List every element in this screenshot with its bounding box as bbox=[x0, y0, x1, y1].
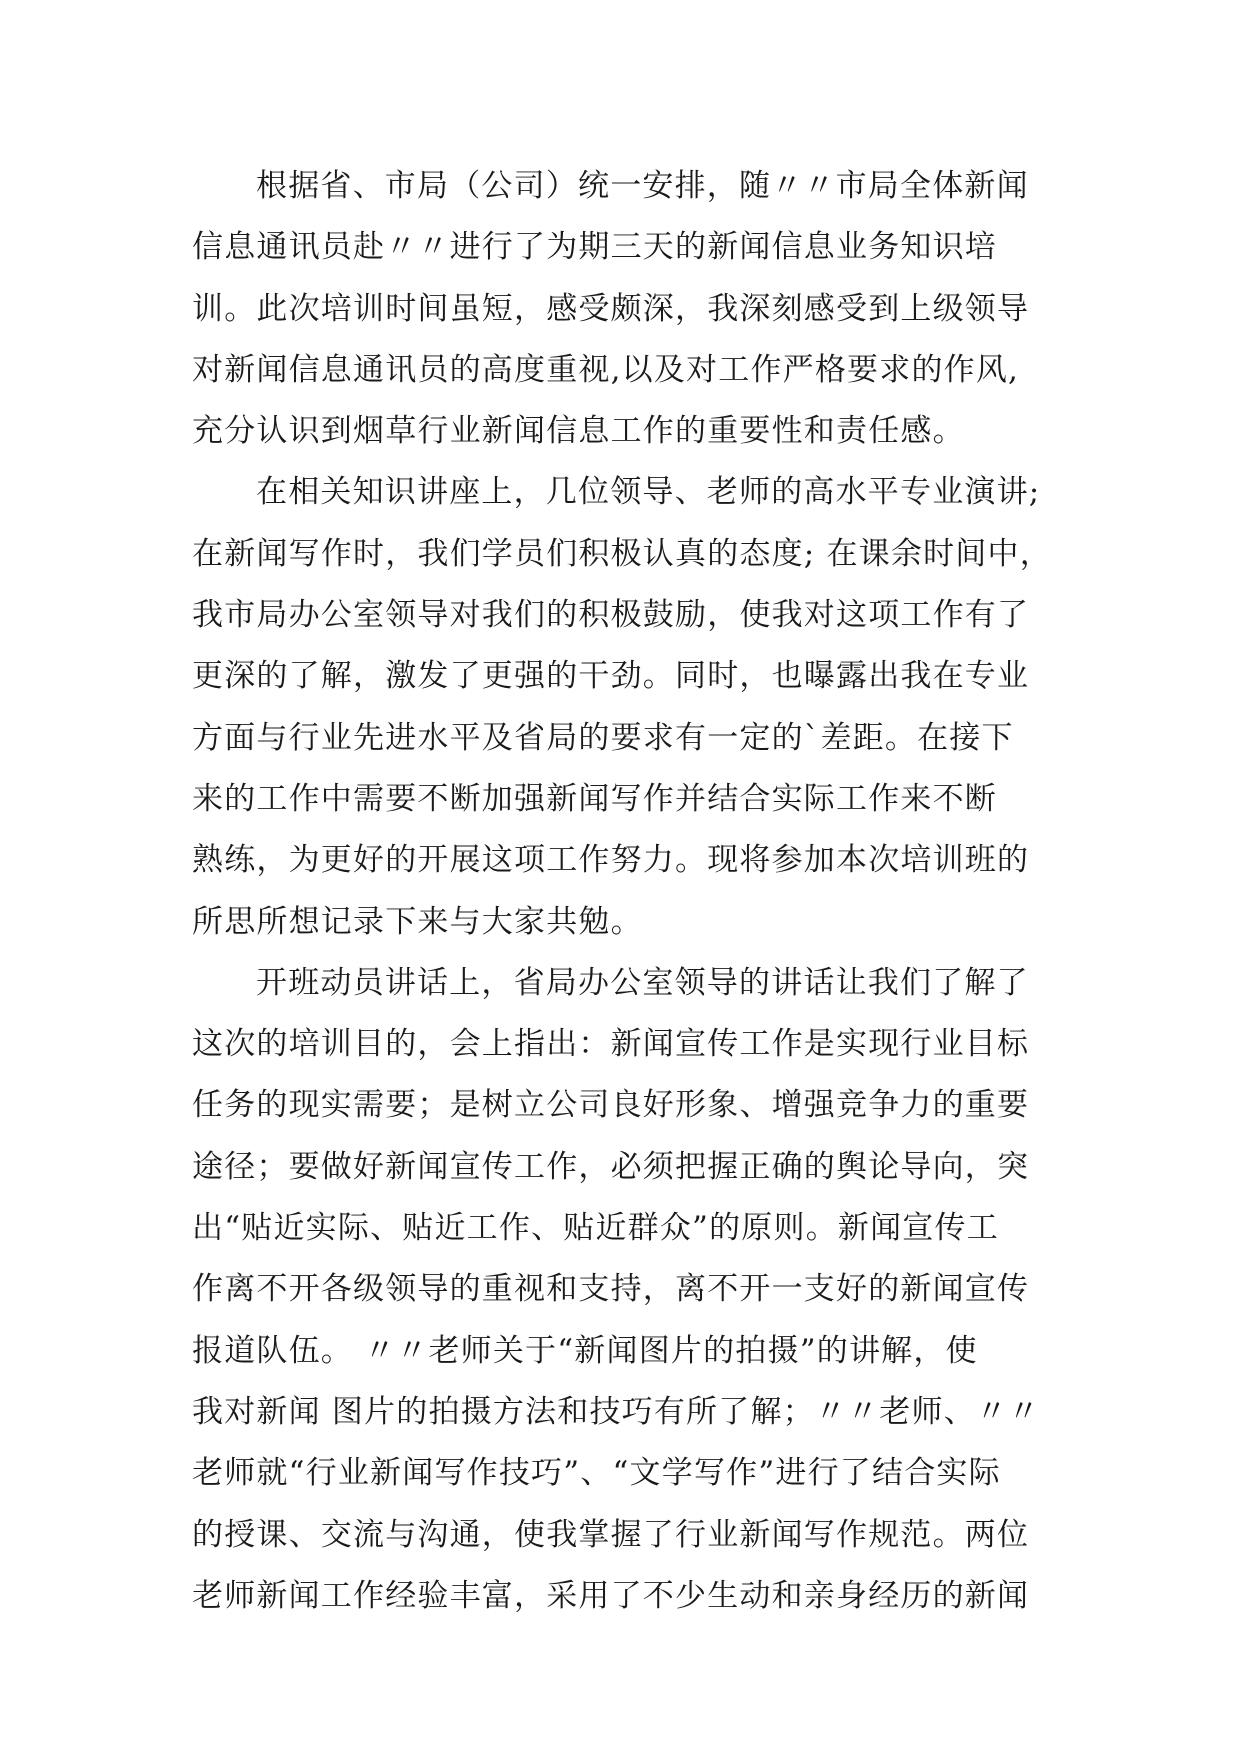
text-line: 任务的现实需要；是树立公司良好形象、增强竞争力的重要 bbox=[192, 1087, 1030, 1124]
text-line: 根据省、市局（公司）统一安排，随〃〃市局全体新闻 bbox=[256, 168, 1029, 204]
text-line: 作离不开各级领导的重视和支持，离不开一支好的新闻宣传 bbox=[192, 1271, 1030, 1308]
text-line: 途径；要做好新闻宣传工作，必须把握正确的舆论导向，突 bbox=[192, 1148, 1030, 1185]
text-line: 在相关知识讲座上，几位领导、老师的高水平专业演讲; bbox=[256, 474, 1041, 511]
text-line: 老师就“行业新闻写作技巧”、“文学写作”进行了结合实际 bbox=[192, 1455, 1001, 1492]
text-line: 开班动员讲话上，省局办公室领导的讲话让我们了解了 bbox=[256, 964, 1029, 1001]
text-line: 我市局办公室领导对我们的积极鼓励，使我对这项工作有了 bbox=[192, 597, 1030, 634]
text-line: 出“贴近实际、贴近工作、贴近群众”的原则。新闻宣传工 bbox=[192, 1210, 999, 1247]
text-line: 信息通讯员赴〃〃进行了为期三天的新闻信息业务知识培 bbox=[192, 229, 997, 266]
text-line: 更深的了解，激发了更强的干劲。同时，也曝露出我在专业 bbox=[192, 658, 1030, 695]
text-line: 我对新闻 图片的拍摄方法和技巧有所了解；〃〃老师、〃〃 bbox=[192, 1393, 1041, 1430]
paragraph-2 bbox=[192, 462, 1052, 952]
text-line: 方面与行业先进水平及省局的要求有一定的`差距。在接下 bbox=[192, 719, 1014, 756]
text-line: 所思所想记录下来与大家共勉。 bbox=[192, 903, 643, 940]
text-line: 对新闻信息通讯员的高度重视,以及对工作严格要求的作风, bbox=[192, 351, 1020, 388]
text-line: 熟练，为更好的开展这项工作努力。现将参加本次培训班的 bbox=[192, 842, 1030, 879]
text-line: 在新闻写作时，我们学员们积极认真的态度; 在课余时间中， bbox=[192, 535, 1052, 572]
text-line: 充分认识到烟草行业新闻信息工作的重要性和责任感。 bbox=[192, 413, 965, 450]
paragraph-3 bbox=[192, 953, 1052, 1627]
text-line: 报道队伍。 〃〃老师关于“新闻图片的拍摄”的讲解，使 bbox=[192, 1332, 978, 1369]
text-line: 的授课、交流与沟通，使我掌握了行业新闻写作规范。两位 bbox=[192, 1516, 1030, 1553]
text-line: 训。此次培训时间虽短，感受颇深，我深刻感受到上级领导 bbox=[192, 290, 1030, 327]
paragraph-1 bbox=[192, 156, 1052, 462]
text-line: 来的工作中需要不断加强新闻写作并结合实际工作来不断 bbox=[192, 780, 997, 817]
document-body bbox=[192, 156, 1052, 1627]
text-line: 老师新闻工作经验丰富，采用了不少生动和亲身经历的新闻 bbox=[192, 1577, 1030, 1614]
text-line: 这次的培训目的，会上指出：新闻宣传工作是实现行业目标 bbox=[192, 1026, 1030, 1063]
